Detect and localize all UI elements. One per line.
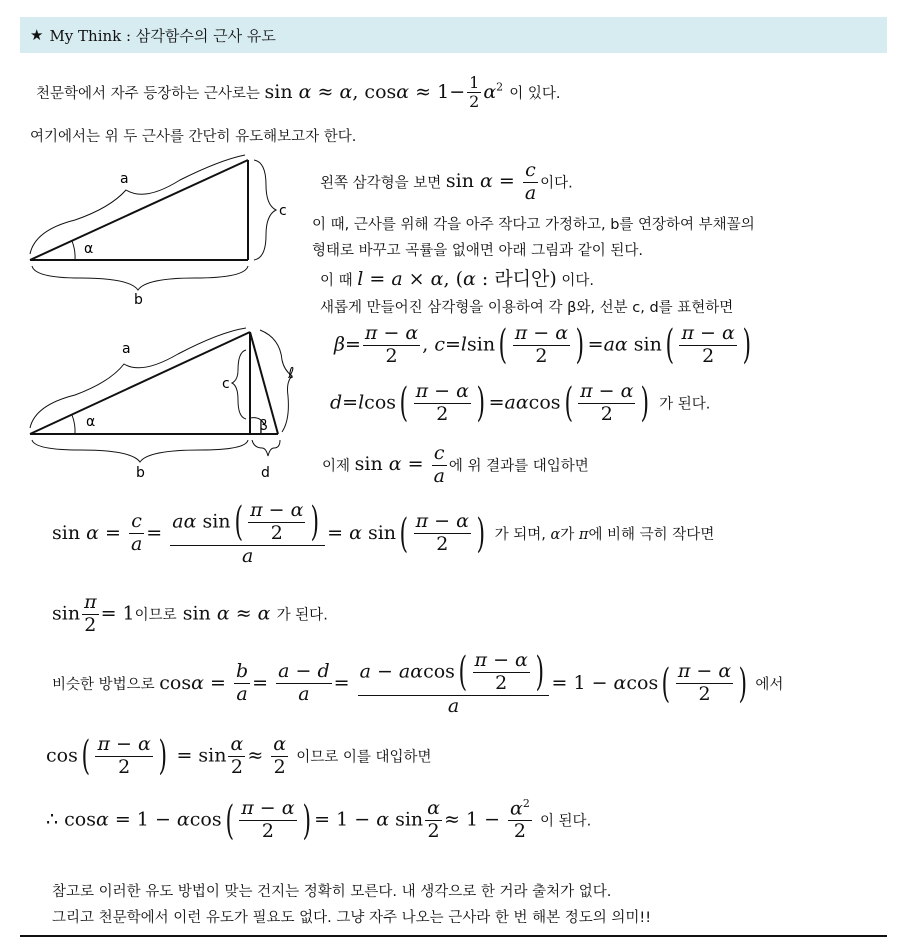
right-line-2: 이 때, 근사를 위해 각을 아주 작다고 가정하고, b를 연장하여 부채꼴의 [312, 217, 755, 233]
right-text-end: 이다. [540, 175, 573, 192]
sin-pi-half-line: sin $\frac{\pi}{2}$ = 1이므로 sin α ≈ α 가 된다. [52, 591, 328, 636]
brace-c [232, 350, 246, 419]
deriv-text: 비슷한 방법으로 [52, 676, 155, 693]
brace-c [254, 160, 276, 260]
deriv-text: 에 비해 극히 작다면 [588, 526, 715, 543]
substitute-line [322, 443, 589, 488]
footer-line-1: 참고로 이러한 유도 방법이 맞는 건지는 정확히 모른다. 내 생각으로 한 거라 출처가 없다. [52, 884, 612, 900]
sin-c-a-formula: sin α = $\frac{c}{a}$ [354, 442, 445, 487]
sin-derivation-text: 가 되며, α가 π에 비해 극히 작다면 [494, 526, 715, 543]
beta-c-formula: β= $\frac{\pi - \alpha}{2}$ , c=lsin( $\frac{\pi - \alpha}{2}$ ) =aα sin( $\frac{\pi - \alpha}{2}$ ) [334, 322, 751, 369]
brace-a [30, 328, 246, 428]
intro-text-end: 이 있다. [509, 85, 561, 102]
label-b: b [136, 465, 145, 481]
label-l: ℓ [288, 364, 295, 382]
label-a: a [122, 341, 131, 357]
label-a: a [120, 171, 129, 187]
cos-formula: cosα = $\frac{b}{a}$ = $\frac{a - d}{a}$ = a − aαcos( $\frac{\pi - \alpha}{2}$ ) a = 1 − αcos( $\frac{\pi - \alpha}{2}$ ) [159, 649, 748, 717]
deriv-text: 에서 [755, 676, 784, 693]
label-alpha: α [84, 241, 94, 257]
deriv-text: 이 된다. [539, 813, 592, 830]
right-text-end: 에 위 결과를 대입하면 [448, 458, 589, 475]
deriv-text: 이므로 [134, 607, 177, 624]
approx-formula: sin α ≈ α, cosα ≈ 1− $\frac{1}{2}$ $\alpha^2$ [264, 73, 504, 112]
radian-text: 라디안 [494, 268, 550, 290]
right-line-4 [320, 264, 594, 291]
right-text-end: 이다. [561, 273, 595, 289]
cos-identity-line: cos( $\frac{\pi - \alpha}{2}$ ) = sin $\frac{\alpha}{2}$ ≈ $\frac{\alpha}{2}$ 이므로 이를 대입하면 [46, 733, 432, 780]
bottom-divider [20, 935, 887, 937]
arc-length-formula: l = a × α, (α : 라디안) [357, 268, 557, 290]
angle-arc-alpha [72, 415, 75, 434]
sin-formula: sin α = $\frac{c}{a}$ [445, 159, 537, 204]
deriv-text: 이므로 이를 대입하면 [296, 749, 432, 766]
brace-d [252, 440, 280, 456]
right-line-3: 형태로 바꾸고 곡률을 없애면 아래 그림과 같이 된다. [312, 243, 644, 259]
sin-derivation: sin α = $\frac{c}{a}$ = aα sin( $\frac{\pi - \alpha}{2}$ ) a = α sin( $\frac{\pi - \alpha}{2}$ ) 가 되며, α가 π에 비해 극히 작다면 [52, 499, 715, 567]
label-c: c [279, 203, 287, 219]
right-line-5: 새롭게 만들어진 삼각형을 이용하여 각 β와, 선분 c, d를 표현하면 [320, 300, 734, 316]
brace-b [32, 266, 248, 290]
label-b: b [134, 292, 143, 308]
right-text: 왼쪽 삼각형을 보면 [320, 175, 442, 192]
cos-derivation [52, 650, 783, 718]
label-alpha: α [86, 414, 96, 430]
side-a [30, 332, 250, 434]
triangle-diagram-2 [20, 320, 310, 490]
deriv-text: 가 되며, [494, 526, 546, 543]
label-c: c [222, 376, 230, 392]
page-title: My Think : 삼각함수의 근사 유도 [49, 26, 276, 45]
deriv-text: 가 된다. [276, 607, 328, 624]
title-banner [20, 17, 887, 53]
label-beta: β [259, 418, 268, 434]
therefore-line: ∴ cosα = 1 − αcos( $\frac{\pi - \alpha}{2}$ ) = 1 − α sin $\frac{\alpha}{2}$ ≈ 1 − $\frac{\alpha^2}{2}$ 이 된다. [46, 797, 592, 844]
intro-line-1 [36, 74, 560, 112]
intro-text: 천문학에서 자주 등장하는 근사로는 [36, 85, 260, 102]
angle-arc [72, 241, 75, 260]
triangle-diagram-1 [20, 150, 300, 310]
right-text: 이 때 [320, 273, 353, 289]
brace-b [32, 440, 248, 462]
d-formula-post: 가 된다. [659, 396, 711, 413]
side-a [30, 160, 248, 260]
intro-line-2: 여기에서는 위 두 근사를 간단히 유도해보고자 한다. [30, 129, 357, 145]
footer-line-2: 그리고 천문학에서 이런 유도가 필요도 없다. 그냥 자주 나오는 근사라 한 번 해본 정도의 의미!! [52, 910, 652, 926]
label-d: d [261, 465, 270, 481]
right-text: 이제 [322, 458, 351, 475]
star-icon: ★ [30, 26, 44, 44]
d-formula: d=lcos( $\frac{\pi - \alpha}{2}$ ) =aαcos( $\frac{\pi - \alpha}{2}$ ) 가 된다. [330, 380, 711, 427]
deriv-text: 가 [560, 526, 575, 543]
right-line-1 [320, 160, 573, 205]
brace-a [30, 155, 245, 254]
